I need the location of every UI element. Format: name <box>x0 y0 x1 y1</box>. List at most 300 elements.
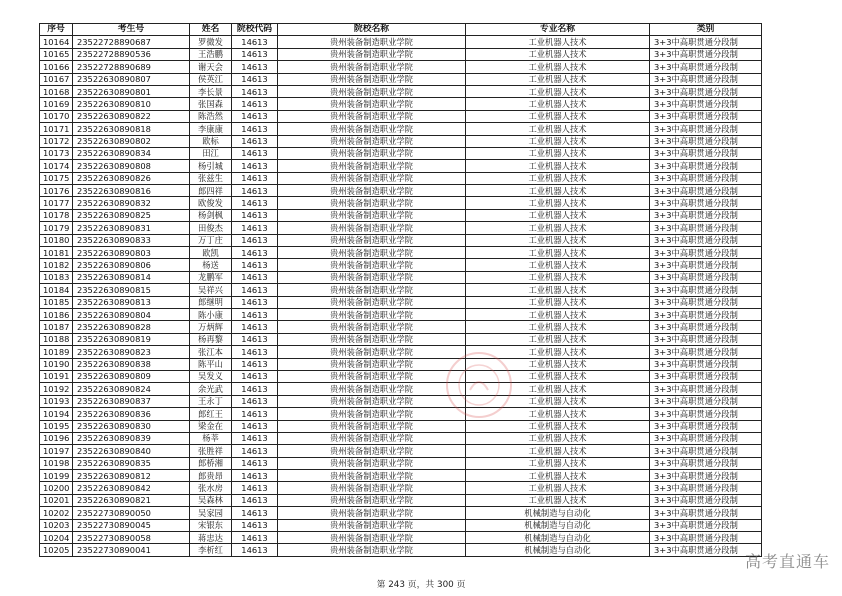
cell-exam-id: 23522630890833 <box>73 234 190 246</box>
table-row <box>40 507 762 519</box>
cell-name: 欧凯 <box>190 247 232 259</box>
table-row <box>40 271 762 283</box>
cell-name: 李长景 <box>190 85 232 97</box>
cell-seq: 10178 <box>40 209 73 221</box>
header-major: 专业名称 <box>466 24 650 36</box>
cell-name: 宋银东 <box>190 519 232 531</box>
cell-name: 陈小康 <box>190 308 232 320</box>
cell-exam-id: 23522630890838 <box>73 358 190 370</box>
cell-school-code: 14613 <box>232 470 278 482</box>
cell-name: 郎贵昂 <box>190 470 232 482</box>
page-footer: 第 243 页，共 300 页 <box>376 580 466 590</box>
cell-name: 杨再黎 <box>190 333 232 345</box>
cell-major: 工业机器人技术 <box>466 370 650 382</box>
table-row <box>40 420 762 432</box>
cell-major: 工业机器人技术 <box>466 110 650 122</box>
cell-school-name: 贵州装备制造职业学院 <box>278 271 466 283</box>
cell-category: 3+3中高职贯通分段制 <box>650 135 762 147</box>
cell-seq: 10179 <box>40 222 73 234</box>
cell-school-name: 贵州装备制造职业学院 <box>278 445 466 457</box>
cell-category: 3+3中高职贯通分段制 <box>650 333 762 345</box>
cell-major: 工业机器人技术 <box>466 308 650 320</box>
admission-table <box>39 23 762 557</box>
cell-major: 工业机器人技术 <box>466 346 650 358</box>
cell-school-code: 14613 <box>232 296 278 308</box>
cell-school-name: 贵州装备制造职业学院 <box>278 544 466 556</box>
cell-major: 工业机器人技术 <box>466 395 650 407</box>
cell-school-code: 14613 <box>232 271 278 283</box>
table-row <box>40 494 762 506</box>
cell-major: 工业机器人技术 <box>466 420 650 432</box>
cell-school-code: 14613 <box>232 457 278 469</box>
cell-exam-id: 23522630890823 <box>73 346 190 358</box>
table-row <box>40 123 762 135</box>
cell-seq: 10202 <box>40 507 73 519</box>
cell-seq: 10175 <box>40 172 73 184</box>
cell-school-code: 14613 <box>232 482 278 494</box>
cell-category: 3+3中高职贯通分段制 <box>650 445 762 457</box>
cell-school-name: 贵州装备制造职业学院 <box>278 73 466 85</box>
cell-name: 吴家园 <box>190 507 232 519</box>
cell-major: 工业机器人技术 <box>466 123 650 135</box>
cell-name: 侯英江 <box>190 73 232 85</box>
cell-category: 3+3中高职贯通分段制 <box>650 247 762 259</box>
cell-seq: 10181 <box>40 247 73 259</box>
cell-school-name: 贵州装备制造职业学院 <box>278 532 466 544</box>
cell-school-code: 14613 <box>232 36 278 48</box>
header-school-code: 院校代码 <box>232 24 278 36</box>
cell-school-name: 贵州装备制造职业学院 <box>278 470 466 482</box>
cell-category: 3+3中高职贯通分段制 <box>650 532 762 544</box>
cell-exam-id: 23522728890689 <box>73 61 190 73</box>
cell-school-name: 贵州装备制造职业学院 <box>278 48 466 60</box>
table-row <box>40 160 762 172</box>
cell-seq: 10194 <box>40 408 73 420</box>
cell-exam-id: 23522630890806 <box>73 259 190 271</box>
cell-school-name: 贵州装备制造职业学院 <box>278 482 466 494</box>
cell-category: 3+3中高职贯通分段制 <box>650 234 762 246</box>
cell-name: 杨送 <box>190 259 232 271</box>
cell-category: 3+3中高职贯通分段制 <box>650 482 762 494</box>
cell-seq: 10173 <box>40 147 73 159</box>
cell-school-code: 14613 <box>232 507 278 519</box>
cell-school-name: 贵州装备制造职业学院 <box>278 234 466 246</box>
cell-category: 3+3中高职贯通分段制 <box>650 346 762 358</box>
cell-major: 工业机器人技术 <box>466 73 650 85</box>
cell-school-name: 贵州装备制造职业学院 <box>278 98 466 110</box>
table-row <box>40 370 762 382</box>
table-row <box>40 333 762 345</box>
cell-exam-id: 23522630890830 <box>73 420 190 432</box>
table-header-row <box>40 24 762 36</box>
table-row <box>40 395 762 407</box>
cell-major: 工业机器人技术 <box>466 36 650 48</box>
cell-seq: 10199 <box>40 470 73 482</box>
cell-name: 张国森 <box>190 98 232 110</box>
cell-seq: 10193 <box>40 395 73 407</box>
cell-name: 李康康 <box>190 123 232 135</box>
cell-category: 3+3中高职贯通分段制 <box>650 85 762 97</box>
cell-school-name: 贵州装备制造职业学院 <box>278 147 466 159</box>
cell-seq: 10203 <box>40 519 73 531</box>
cell-school-name: 贵州装备制造职业学院 <box>278 135 466 147</box>
cell-name: 郎继明 <box>190 296 232 308</box>
cell-name: 吴发义 <box>190 370 232 382</box>
cell-school-name: 贵州装备制造职业学院 <box>278 296 466 308</box>
cell-name: 张胜祥 <box>190 445 232 457</box>
cell-exam-id: 23522630890835 <box>73 457 190 469</box>
cell-school-code: 14613 <box>232 333 278 345</box>
cell-school-code: 14613 <box>232 321 278 333</box>
cell-school-name: 贵州装备制造职业学院 <box>278 172 466 184</box>
cell-exam-id: 23522630890818 <box>73 123 190 135</box>
cell-category: 3+3中高职贯通分段制 <box>650 123 762 135</box>
cell-school-name: 贵州装备制造职业学院 <box>278 432 466 444</box>
cell-exam-id: 23522630890840 <box>73 445 190 457</box>
cell-seq: 10167 <box>40 73 73 85</box>
cell-school-name: 贵州装备制造职业学院 <box>278 420 466 432</box>
cell-school-name: 贵州装备制造职业学院 <box>278 185 466 197</box>
cell-exam-id: 23522730890041 <box>73 544 190 556</box>
cell-school-code: 14613 <box>232 98 278 110</box>
cell-seq: 10177 <box>40 197 73 209</box>
cell-seq: 10168 <box>40 85 73 97</box>
cell-school-code: 14613 <box>232 110 278 122</box>
cell-seq: 10190 <box>40 358 73 370</box>
cell-seq: 10174 <box>40 160 73 172</box>
cell-name: 郎桥湘 <box>190 457 232 469</box>
cell-category: 3+3中高职贯通分段制 <box>650 209 762 221</box>
cell-school-name: 贵州装备制造职业学院 <box>278 85 466 97</box>
watermark-text: 高考直通车 <box>744 552 830 571</box>
cell-major: 工业机器人技术 <box>466 482 650 494</box>
table-row <box>40 408 762 420</box>
cell-school-code: 14613 <box>232 346 278 358</box>
cell-major: 工业机器人技术 <box>466 197 650 209</box>
cell-school-code: 14613 <box>232 494 278 506</box>
cell-category: 3+3中高职贯通分段制 <box>650 507 762 519</box>
cell-school-code: 14613 <box>232 432 278 444</box>
cell-exam-id: 23522630890832 <box>73 197 190 209</box>
cell-major: 工业机器人技术 <box>466 333 650 345</box>
table-row <box>40 532 762 544</box>
cell-major: 工业机器人技术 <box>466 321 650 333</box>
table-row <box>40 234 762 246</box>
table-row <box>40 247 762 259</box>
table-row <box>40 172 762 184</box>
cell-seq: 10184 <box>40 284 73 296</box>
cell-name: 欧俊发 <box>190 197 232 209</box>
cell-name: 张兹生 <box>190 172 232 184</box>
cell-major: 工业机器人技术 <box>466 457 650 469</box>
cell-major: 工业机器人技术 <box>466 147 650 159</box>
cell-major: 工业机器人技术 <box>466 61 650 73</box>
cell-category: 3+3中高职贯通分段制 <box>650 172 762 184</box>
cell-school-name: 贵州装备制造职业学院 <box>278 408 466 420</box>
cell-seq: 10185 <box>40 296 73 308</box>
table-row <box>40 346 762 358</box>
cell-category: 3+3中高职贯通分段制 <box>650 259 762 271</box>
cell-seq: 10189 <box>40 346 73 358</box>
cell-major: 工业机器人技术 <box>466 247 650 259</box>
cell-exam-id: 23522630890809 <box>73 370 190 382</box>
cell-major: 工业机器人技术 <box>466 383 650 395</box>
table-row <box>40 470 762 482</box>
cell-exam-id: 23522630890808 <box>73 160 190 172</box>
cell-name: 杨引城 <box>190 160 232 172</box>
cell-school-code: 14613 <box>232 544 278 556</box>
cell-major: 工业机器人技术 <box>466 185 650 197</box>
cell-school-code: 14613 <box>232 308 278 320</box>
cell-school-name: 贵州装备制造职业学院 <box>278 333 466 345</box>
stamp-seal <box>446 352 512 418</box>
cell-exam-id: 23522630890837 <box>73 395 190 407</box>
header-exam-id: 考生号 <box>73 24 190 36</box>
cell-school-code: 14613 <box>232 358 278 370</box>
cell-exam-id: 23522728890687 <box>73 36 190 48</box>
cell-major: 工业机器人技术 <box>466 358 650 370</box>
cell-name: 张江本 <box>190 346 232 358</box>
cell-major: 工业机器人技术 <box>466 172 650 184</box>
cell-exam-id: 23522630890836 <box>73 408 190 420</box>
table-row <box>40 519 762 531</box>
table-row <box>40 321 762 333</box>
cell-major: 机械制造与自动化 <box>466 519 650 531</box>
cell-major: 机械制造与自动化 <box>466 532 650 544</box>
cell-school-code: 14613 <box>232 209 278 221</box>
cell-seq: 10164 <box>40 36 73 48</box>
cell-seq: 10201 <box>40 494 73 506</box>
table-row <box>40 222 762 234</box>
cell-school-code: 14613 <box>232 85 278 97</box>
table-row <box>40 185 762 197</box>
cell-major: 工业机器人技术 <box>466 296 650 308</box>
cell-name: 田俊杰 <box>190 222 232 234</box>
cell-exam-id: 23522630890834 <box>73 147 190 159</box>
cell-name: 王永丁 <box>190 395 232 407</box>
cell-seq: 10172 <box>40 135 73 147</box>
cell-school-code: 14613 <box>232 135 278 147</box>
cell-seq: 10171 <box>40 123 73 135</box>
cell-major: 工业机器人技术 <box>466 85 650 97</box>
cell-school-name: 贵州装备制造职业学院 <box>278 61 466 73</box>
cell-category: 3+3中高职贯通分段制 <box>650 296 762 308</box>
cell-seq: 10170 <box>40 110 73 122</box>
cell-exam-id: 23522630890821 <box>73 494 190 506</box>
cell-major: 工业机器人技术 <box>466 284 650 296</box>
cell-exam-id: 23522728890536 <box>73 48 190 60</box>
cell-school-code: 14613 <box>232 420 278 432</box>
cell-name: 陈平山 <box>190 358 232 370</box>
cell-school-code: 14613 <box>232 445 278 457</box>
cell-exam-id: 23522630890810 <box>73 98 190 110</box>
cell-category: 3+3中高职贯通分段制 <box>650 494 762 506</box>
cell-school-name: 贵州装备制造职业学院 <box>278 197 466 209</box>
cell-exam-id: 23522630890839 <box>73 432 190 444</box>
cell-category: 3+3中高职贯通分段制 <box>650 383 762 395</box>
table-row <box>40 544 762 556</box>
cell-school-code: 14613 <box>232 532 278 544</box>
cell-seq: 10188 <box>40 333 73 345</box>
table-row <box>40 48 762 60</box>
cell-seq: 10197 <box>40 445 73 457</box>
cell-school-name: 贵州装备制造职业学院 <box>278 259 466 271</box>
cell-name: 田江 <box>190 147 232 159</box>
cell-major: 机械制造与自动化 <box>466 544 650 556</box>
cell-school-code: 14613 <box>232 395 278 407</box>
cell-school-name: 贵州装备制造职业学院 <box>278 110 466 122</box>
cell-category: 3+3中高职贯通分段制 <box>650 284 762 296</box>
cell-school-name: 贵州装备制造职业学院 <box>278 507 466 519</box>
table-row <box>40 85 762 97</box>
cell-seq: 10196 <box>40 432 73 444</box>
header-school-name: 院校名称 <box>278 24 466 36</box>
table-row <box>40 308 762 320</box>
cell-school-name: 贵州装备制造职业学院 <box>278 222 466 234</box>
cell-category: 3+3中高职贯通分段制 <box>650 457 762 469</box>
cell-name: 吴森林 <box>190 494 232 506</box>
table-row <box>40 197 762 209</box>
cell-name: 罗微发 <box>190 36 232 48</box>
cell-major: 工业机器人技术 <box>466 135 650 147</box>
cell-school-code: 14613 <box>232 61 278 73</box>
cell-school-name: 贵州装备制造职业学院 <box>278 383 466 395</box>
cell-name: 郎红王 <box>190 408 232 420</box>
cell-school-name: 贵州装备制造职业学院 <box>278 160 466 172</box>
header-category: 类别 <box>650 24 762 36</box>
table-row <box>40 482 762 494</box>
cell-seq: 10192 <box>40 383 73 395</box>
table-row <box>40 147 762 159</box>
cell-exam-id: 23522730890045 <box>73 519 190 531</box>
table-row <box>40 358 762 370</box>
cell-school-name: 贵州装备制造职业学院 <box>278 358 466 370</box>
cell-name: 吴祥兴 <box>190 284 232 296</box>
cell-major: 工业机器人技术 <box>466 98 650 110</box>
cell-seq: 10191 <box>40 370 73 382</box>
table-row <box>40 284 762 296</box>
cell-school-name: 贵州装备制造职业学院 <box>278 494 466 506</box>
cell-school-name: 贵州装备制造职业学院 <box>278 346 466 358</box>
cell-seq: 10205 <box>40 544 73 556</box>
cell-exam-id: 23522730890050 <box>73 507 190 519</box>
cell-seq: 10166 <box>40 61 73 73</box>
cell-school-name: 贵州装备制造职业学院 <box>278 209 466 221</box>
cell-name: 万丁庄 <box>190 234 232 246</box>
cell-school-name: 贵州装备制造职业学院 <box>278 370 466 382</box>
cell-exam-id: 23522630890842 <box>73 482 190 494</box>
cell-exam-id: 23522630890822 <box>73 110 190 122</box>
cell-exam-id: 23522630890826 <box>73 172 190 184</box>
cell-category: 3+3中高职贯通分段制 <box>650 160 762 172</box>
cell-category: 3+3中高职贯通分段制 <box>650 36 762 48</box>
cell-school-code: 14613 <box>232 147 278 159</box>
cell-category: 3+3中高职贯通分段制 <box>650 48 762 60</box>
cell-name: 杨剑枫 <box>190 209 232 221</box>
header-name: 姓名 <box>190 24 232 36</box>
table-row <box>40 383 762 395</box>
cell-name: 郎四祥 <box>190 185 232 197</box>
cell-exam-id: 23522630890815 <box>73 284 190 296</box>
cell-exam-id: 23522630890803 <box>73 247 190 259</box>
cell-school-name: 贵州装备制造职业学院 <box>278 321 466 333</box>
cell-exam-id: 23522630890807 <box>73 73 190 85</box>
cell-major: 工业机器人技术 <box>466 222 650 234</box>
cell-name: 李析红 <box>190 544 232 556</box>
cell-category: 3+3中高职贯通分段制 <box>650 110 762 122</box>
table-row <box>40 73 762 85</box>
cell-major: 工业机器人技术 <box>466 234 650 246</box>
table-row <box>40 296 762 308</box>
cell-major: 工业机器人技术 <box>466 445 650 457</box>
header-seq: 序号 <box>40 24 73 36</box>
cell-seq: 10180 <box>40 234 73 246</box>
cell-school-code: 14613 <box>232 370 278 382</box>
cell-name: 陈浩然 <box>190 110 232 122</box>
cell-school-code: 14613 <box>232 123 278 135</box>
stamp-icon <box>448 354 510 416</box>
cell-school-code: 14613 <box>232 259 278 271</box>
cell-major: 工业机器人技术 <box>466 209 650 221</box>
cell-category: 3+3中高职贯通分段制 <box>650 358 762 370</box>
cell-category: 3+3中高职贯通分段制 <box>650 73 762 85</box>
cell-school-name: 贵州装备制造职业学院 <box>278 519 466 531</box>
cell-category: 3+3中高职贯通分段制 <box>650 197 762 209</box>
cell-exam-id: 23522630890828 <box>73 321 190 333</box>
table-row <box>40 98 762 110</box>
cell-major: 工业机器人技术 <box>466 48 650 60</box>
cell-school-name: 贵州装备制造职业学院 <box>278 395 466 407</box>
cell-category: 3+3中高职贯通分段制 <box>650 432 762 444</box>
cell-school-code: 14613 <box>232 408 278 420</box>
cell-exam-id: 23522630890814 <box>73 271 190 283</box>
table-row <box>40 445 762 457</box>
cell-category: 3+3中高职贯通分段制 <box>650 147 762 159</box>
cell-exam-id: 23522630890831 <box>73 222 190 234</box>
cell-seq: 10176 <box>40 185 73 197</box>
cell-school-name: 贵州装备制造职业学院 <box>278 308 466 320</box>
table-row <box>40 36 762 48</box>
cell-school-name: 贵州装备制造职业学院 <box>278 36 466 48</box>
cell-category: 3+3中高职贯通分段制 <box>650 271 762 283</box>
table-row <box>40 457 762 469</box>
cell-category: 3+3中高职贯通分段制 <box>650 321 762 333</box>
cell-school-code: 14613 <box>232 222 278 234</box>
cell-name: 梁金在 <box>190 420 232 432</box>
cell-category: 3+3中高职贯通分段制 <box>650 470 762 482</box>
cell-seq: 10198 <box>40 457 73 469</box>
cell-school-name: 贵州装备制造职业学院 <box>278 123 466 135</box>
cell-exam-id: 23522630890812 <box>73 470 190 482</box>
cell-major: 工业机器人技术 <box>466 259 650 271</box>
table-row <box>40 432 762 444</box>
cell-school-code: 14613 <box>232 197 278 209</box>
cell-exam-id: 23522630890804 <box>73 308 190 320</box>
cell-major: 工业机器人技术 <box>466 470 650 482</box>
cell-name: 谢天会 <box>190 61 232 73</box>
cell-name: 张水房 <box>190 482 232 494</box>
cell-name: 欧标 <box>190 135 232 147</box>
cell-exam-id: 23522730890058 <box>73 532 190 544</box>
cell-name: 蒋忠达 <box>190 532 232 544</box>
cell-category: 3+3中高职贯通分段制 <box>650 308 762 320</box>
cell-seq: 10195 <box>40 420 73 432</box>
cell-category: 3+3中高职贯通分段制 <box>650 544 762 556</box>
cell-exam-id: 23522630890813 <box>73 296 190 308</box>
cell-seq: 10183 <box>40 271 73 283</box>
cell-school-name: 贵州装备制造职业学院 <box>278 247 466 259</box>
cell-seq: 10187 <box>40 321 73 333</box>
